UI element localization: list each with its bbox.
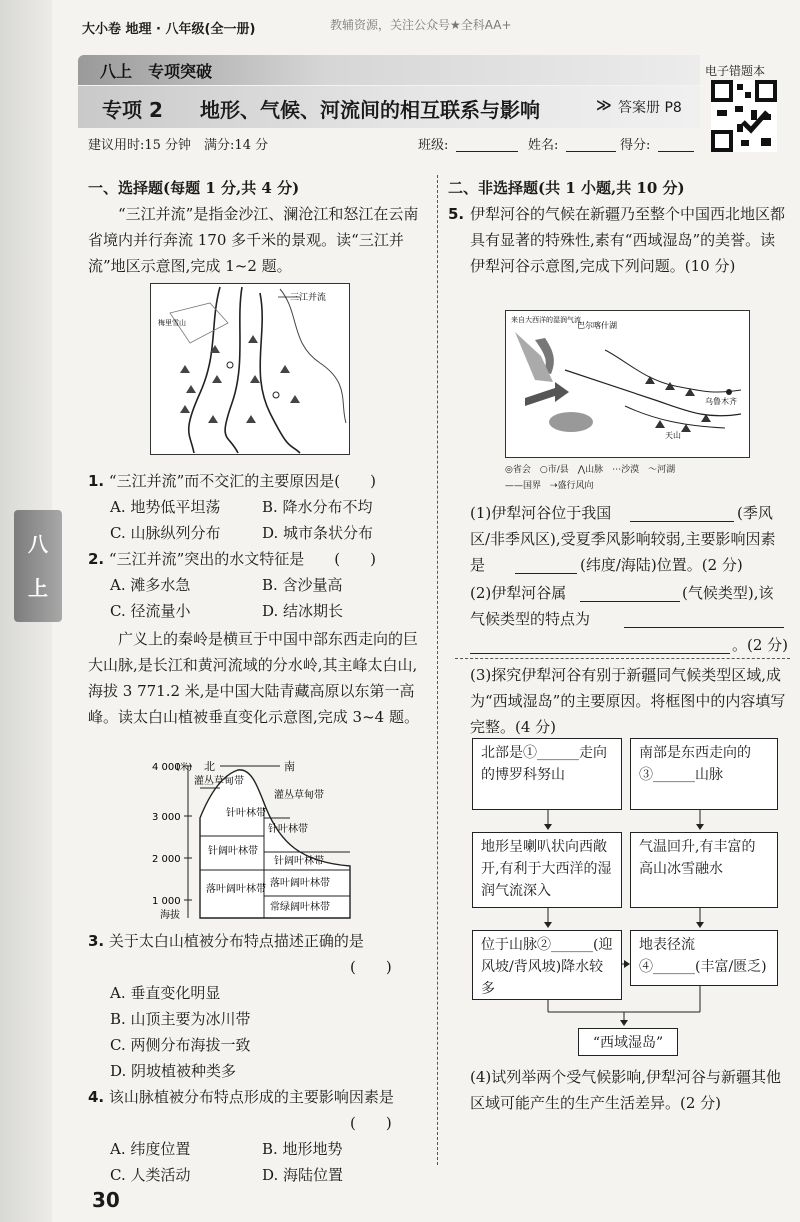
vegetation-diagram [150,758,360,926]
zone-north-meadow: 灌丛草甸带 [194,776,244,787]
map1-label: 三江并流 [290,293,327,303]
ili-valley-map [505,310,750,458]
p1-tail: (纬度/海陆)位置。(2 分) [580,556,743,574]
q2-option-d[interactable]: D. 结冰期长 [262,602,344,620]
top-strip [82,10,782,40]
p1-body: (季风区/非季风区),受夏季风影响较弱,主要影响因素是 [470,504,776,574]
q1 [88,468,428,494]
map2-mountain-label: 天山 [665,431,681,440]
ytick-1000: 1 000 [152,896,181,907]
zone-north-mixed: 针阔叶林带 [208,846,258,857]
zone-south-conifer: 针叶林带 [268,824,308,835]
p2-body: (气候类型),该气候类型的特点为 [470,584,774,628]
map2-lake-label: 巴尔喀什湖 [577,321,617,330]
qr-block[interactable] [703,62,783,156]
unit-banner [78,55,700,85]
project-number: 专项 2 [102,98,163,122]
time-score-label: 建议用时:15 分钟 满分:14 分 [88,138,269,153]
q2-option-a[interactable]: A. 滩多水急 [110,576,191,594]
q4-answer-paren[interactable]: ( ) [350,1114,392,1132]
zone-north-deciduous: 落叶阔叶林带 [206,884,266,895]
q1-option-a[interactable]: A. 地势低平坦荡 [110,498,221,516]
blank-climate-feature-1[interactable] [624,606,784,628]
q2-option-c[interactable]: C. 径流量小 [110,602,191,620]
blank-latitude[interactable] [515,552,577,574]
q1-option-b[interactable]: B. 降水分布不均 [262,498,373,516]
q3-option-a[interactable]: A. 垂直变化明显 [110,984,221,1002]
page-number: 30 [92,1188,120,1212]
zone-south-mixed: 针阔叶林带 [274,856,324,867]
map2-wind-label: 来自大西洋的湿润气流 [511,316,581,324]
side-tab [14,510,62,622]
q3 [88,928,428,954]
p1-lead: (1)伊犁河谷位于我国 [470,504,612,522]
title-banner [78,86,700,128]
meta-row [88,132,698,154]
q1-number: 1. [88,472,105,490]
q3-number: 3. [88,932,105,950]
south-label: 南 [284,760,295,773]
ytick-3000: 3 000 [152,812,181,823]
flow-box-south[interactable]: 南部是东西走向的③______山脉 [630,738,778,810]
class-field[interactable] [456,134,518,152]
q2-stem: “三江并流”突出的水文特征是 ( ) [108,550,376,568]
blank-climate-feature-2[interactable] [470,632,730,654]
q4-option-b[interactable]: B. 地形地势 [262,1140,343,1158]
q1-stem: “三江并流”而不交汇的主要原因是( ) [108,472,376,490]
map2-legend-2: ——国界 ⇢盛行风向 [505,481,594,491]
q3-option-c[interactable]: C. 两侧分布海拔一致 [110,1036,251,1054]
intro-qinling: 广义上的秦岭是横亘于中国中部东西走向的巨大山脉,是长江和黄河流域的分水岭,其主峰太白山,海拔 3 771.2 米,是中国大陆青藏高原以东第一高峰。读太白山植被垂直变化示意图,完成 3~4 题。 [88,630,419,726]
section-2-heading: 二、非选择题(共 1 小题,共 10 分) [448,179,685,197]
book-title: 大小卷 地理 · 八年级(全一册) [82,22,256,37]
zone-south-meadow: 灌丛草甸带 [274,790,324,801]
side-tab-char-1: 八 [28,532,48,556]
q1-option-d[interactable]: D. 城市条状分布 [262,524,374,542]
q3-option-b[interactable]: B. 山顶主要为冰川带 [110,1010,251,1028]
map2-city-label: 乌鲁木齐 [705,397,737,406]
zone-south-deciduous: 落叶阔叶林带 [270,878,330,889]
q1-option-c[interactable]: C. 山脉纵列分布 [110,524,221,542]
q3-answer-paren[interactable]: ( ) [350,958,392,976]
column-divider [437,175,438,1165]
answer-arrow-icon: ≫ [596,96,612,114]
q4-option-c[interactable]: C. 人类活动 [110,1166,191,1184]
flow-box-wet-island: “西域湿岛” [578,1028,678,1056]
north-label: 北 [204,760,215,773]
notice-text: 教辅资源，关注公众号★全科AA+ [330,18,512,32]
name-field[interactable] [566,134,616,152]
ytick-2000: 2 000 [152,854,181,865]
flow-box-runoff[interactable]: 地表径流④______(丰富/匮乏) [630,930,778,986]
score-field[interactable] [658,134,694,152]
q3-stem: 关于太白山植被分布特点描述正确的是 [108,932,364,950]
p2-tail: 。(2 分) [732,636,789,654]
q2-number: 2. [88,550,105,568]
ytick-4000: 4 000 [152,762,181,773]
zone-north-conifer: 针叶林带 [226,808,266,819]
answer-reference: 答案册 P8 [618,100,682,116]
unit-label: 八上 专项突破 [100,62,213,81]
page-title: 地形、气候、河流间的相互联系与影响 [200,98,540,122]
qr-code-icon[interactable] [711,80,777,152]
right-divider [455,658,790,659]
three-rivers-map [150,283,350,455]
name-label: 姓名: [528,138,559,153]
score-label: 得分: [620,138,651,153]
unit-label: (米) [176,763,193,773]
q2-option-b[interactable]: B. 含沙量高 [262,576,343,594]
q2 [88,546,428,572]
section-1-heading: 一、选择题(每题 1 分,共 4 分) [88,179,300,197]
map1-city: 梅里雪山 [158,319,186,327]
side-tab-char-2: 上 [28,576,48,600]
flow-box-north[interactable]: 北部是①______走向的博罗科努山 [472,738,622,810]
p2-lead: (2)伊犁河谷属 [470,584,567,602]
q3-option-d[interactable]: D. 阴坡植被种类多 [110,1062,237,1080]
flow-box-terrain: 地形呈喇叭状向西敞开,有利于大西洋的湿润气流深入 [472,832,622,908]
q5-number: 5. [448,205,465,223]
flow-box-meltwater: 气温回升,有丰富的高山冰雪融水 [630,832,778,908]
q4 [88,1084,428,1110]
p3-text: (3)探究伊犁河谷有别于新疆同气候类型区域,成为“西域湿岛”的主要原因。将框图中的内容填写完整。(4 分) [470,666,786,736]
y-axis-label: 海拔 [160,910,180,921]
intro-three-rivers: “三江并流”是指金沙江、澜沧江和怒江在云南省境内并行奔流 170 多千米的景观。读“三江并流”地区示意图,完成 1~2 题。 [88,205,419,275]
map2-legend: ◎省会 ○市/县 ⋀山脉 ⋯沙漠 ～河湖 [505,465,676,475]
q4-option-d[interactable]: D. 海陆位置 [262,1166,344,1184]
q5-intro: 伊犁河谷的气候在新疆乃至整个中国西北地区都具有显著的特殊性,素有“西域湿岛”的美誉。读伊犁河谷示意图,完成下列问题。(10 分) [470,205,786,275]
flow-box-slope[interactable]: 位于山脉②______(迎风坡/背风坡)降水较多 [472,930,622,1000]
zone-evergreen: 常绿阔叶林带 [270,902,330,913]
q4-option-a[interactable]: A. 纬度位置 [110,1140,191,1158]
class-label: 班级: [418,138,449,153]
qr-label: 电子错题本 [705,64,766,78]
p4-text: (4)试列举两个受气候影响,伊犁河谷与新疆其他区域可能产生的生产生活差异。(2 分) [470,1068,782,1112]
q4-stem: 该山脉植被分布特点形成的主要影响因素是 [108,1088,394,1106]
q4-number: 4. [88,1088,105,1106]
